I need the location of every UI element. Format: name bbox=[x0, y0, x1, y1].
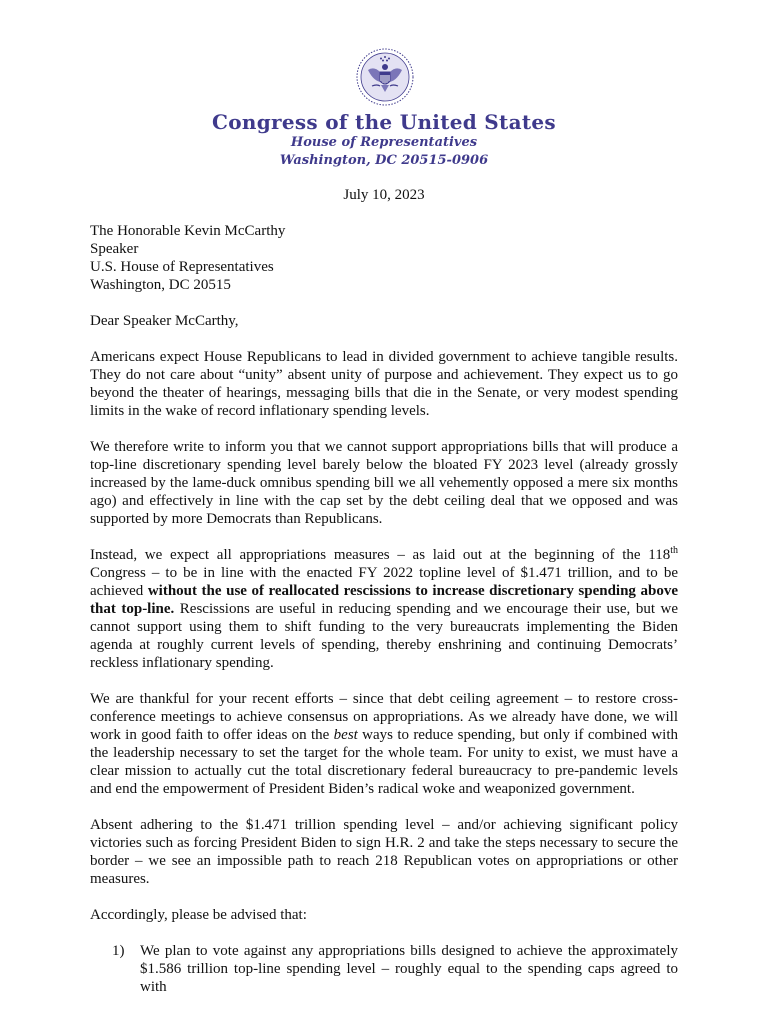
recipient-city: Washington, DC 20515 bbox=[90, 277, 231, 293]
recipient-address bbox=[90, 222, 678, 294]
salutation: Dear Speaker McCarthy, bbox=[90, 313, 239, 329]
recipient-name: The Honorable Kevin McCarthy bbox=[90, 223, 286, 239]
letterhead-location: Washington, DC 20515-0906 bbox=[279, 153, 489, 168]
letterhead-subtitle: House of Representatives bbox=[290, 135, 478, 150]
list-item-text: We plan to vote against any appropriations bills designed to achieve the approximately $1.586 trillion top-line spending level – roughly equal to the spending caps agreed to with bbox=[140, 943, 678, 995]
paragraph-4 bbox=[90, 690, 678, 798]
paragraph-3-b: Congress – to be in line with the enacted FY 2022 topline level of $1.471 trillion, and to be achieved bbox=[90, 565, 678, 599]
paragraph-6: Accordingly, please be advised that: bbox=[90, 907, 307, 923]
paragraph-3 bbox=[90, 546, 678, 672]
letterhead bbox=[0, 110, 768, 170]
paragraph-4-italic: best bbox=[333, 727, 358, 743]
paragraph-3-c: Rescissions are useful in reducing spending and we encourage their use, but we cannot support using them to shift funding to the very bureaucrats implementing the Biden agenda at roughly current levels of spending, thereby enshrining and continuing Democrats’ reckless inflationary spending. bbox=[90, 601, 679, 671]
paragraph-2: We therefore write to inform you that we cannot support appropriations bills that will produce a top-line discretionary spending level barely below the bloated FY 2023 level (already grossly increased by the lame-duck omnibus spending bill we all vehemently opposed a mere six months ago) and effectively in line with the cap set by the debt ceiling deal that we opposed and was supported by more Democrats than Republicans. bbox=[90, 439, 678, 527]
letter-body bbox=[90, 222, 678, 996]
list-item-number: 1) bbox=[112, 943, 125, 959]
paragraph-5: Absent adhering to the $1.471 trillion spending level – and/or achieving significant policy victories such as forcing President Biden to sign H.R. 2 and take the steps necessary to secure the border – we see an impossible path to reach 218 Republican votes on appropriations or other measures. bbox=[90, 817, 678, 887]
letterhead-title: Congress of the United States bbox=[212, 110, 556, 134]
paragraph-1: Americans expect House Republicans to lead in divided government to achieve tangible results. They do not care about “unity” absent unity of purpose and achievement. They expect us to go beyond the theater of hearings, messaging bills that die in the Senate, or very modest spending limits in the wake of record inflationary spending levels. bbox=[90, 349, 678, 419]
letter-date: July 10, 2023 bbox=[343, 187, 425, 203]
numbered-list bbox=[90, 942, 678, 996]
recipient-office: U.S. House of Representatives bbox=[90, 259, 274, 275]
paragraph-4-a: We are thankful for your recent efforts – since that debt ceiling agreement – to restore cross-conference meetings to achieve consensus on appropriations. As we already have done, we will work in good faith to offer ideas on the bbox=[90, 691, 678, 743]
paragraph-3-emphasis: without the use of reallocated rescissions to increase discretionary spending above that top-line. bbox=[90, 583, 678, 617]
ordinal-suffix: th bbox=[670, 545, 678, 556]
paragraph-3-a: Instead, we expect all appropriations measures – as laid out at the beginning of the 118 bbox=[90, 547, 671, 563]
recipient-title: Speaker bbox=[90, 241, 139, 257]
us-great-seal-icon bbox=[356, 48, 414, 106]
paragraph-4-b: ways to reduce spending, but only if combined with the leadership necessary to set the target for the whole team. For unity to exist, we must have a clear mission to actually cut the total discretionary federal bureaucracy to pre-pandemic levels and end the empowerment of President Biden’s radical woke and weaponized government. bbox=[90, 727, 678, 797]
list-item bbox=[90, 942, 678, 996]
